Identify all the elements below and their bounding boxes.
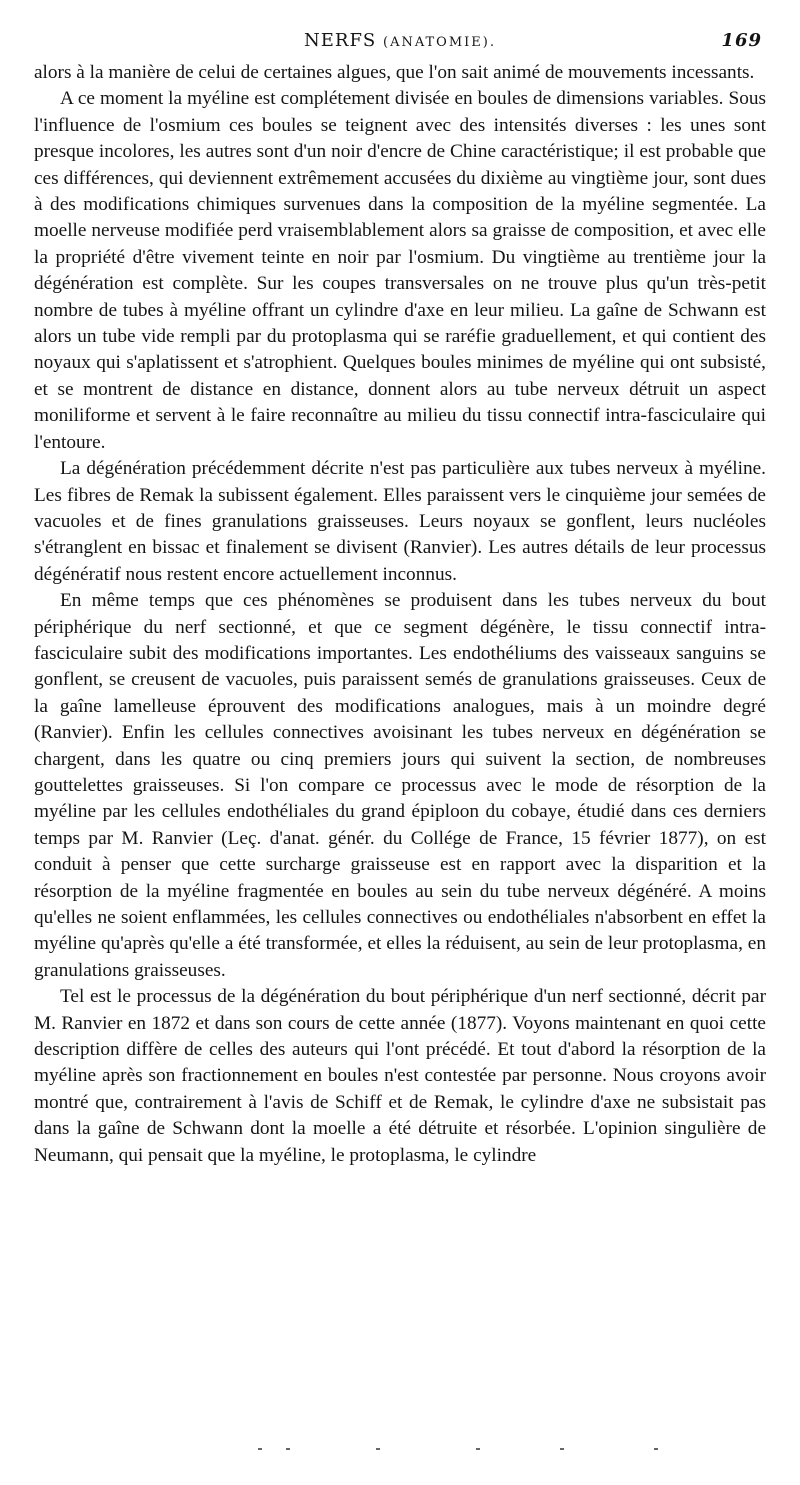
scan-mark <box>286 1448 290 1450</box>
scan-artifact-marks <box>0 1440 800 1460</box>
paragraph: En même temps que ces phénomènes se produisent dans les tubes nerveux du bout périphérique du nerf sectionné, et que ce segment dégénère, le tissu connectif intra-fasciculaire subit des modifications importantes. Les endothéliums des vaisseaux sanguins se gonflent, se creusent de vacuoles, puis paraissent semés de granulations graisseuses. Ceux de la gaîne lamelleuse éprouvent des modifications analogues, mais à un moindre degré (Ranvier). Enfin les cellules connectives avoisinant les tubes nerveux en dégénération se chargent, dans les quatre ou cinq premiers jours qui suivent la section, de nombreuses gouttelettes graisseuses. Si l'on compare ce processus avec le mode de résorption de la myéline par les cellules endothéliales du grand épiploon du cobaye, étudié dans ces derniers temps par M. Ranvier (Leç. d'anat. génér. du Collége de France, 15 février 1877), on est conduit à penser que cette surcharge graisseuse est en rapport avec la disparition et la résorption de la myéline fragmentée en boules au sein du tube nerveux dégénéré. A moins qu'elles ne soient enflammées, les cellules connectives ou endothéliales n'absorbent en effet la myéline qu'après qu'elle a été transformée, et elles la réduisent, au sein de leur protoplasma, en granulations graisseuses. <box>34 590 766 981</box>
page-number: 169 <box>721 30 762 51</box>
scan-mark <box>476 1448 480 1450</box>
scan-mark <box>560 1448 564 1450</box>
header-title <box>34 30 766 51</box>
document-page <box>34 30 766 1450</box>
paragraph-continuation: alors à la manière de celui de certaines algues, que l'on sait animé de mouvements incessants. <box>34 62 755 83</box>
body-text <box>34 60 766 1169</box>
running-header <box>34 30 766 60</box>
scan-mark <box>258 1448 262 1450</box>
paragraph: A ce moment la myéline est complétement divisée en boules de dimensions variables. Sous l'influence de l'osmium ces boules se teignent avec des intensités diverses : les unes sont presque incolores, les autres sont d'un noir d'encre de Chine caractéristique; il est probable que ces différences, qui deviennent extrêmement accusées du dixième au vingtième jour, sont dues à des modifications chimiques survenues dans la composition de la myéline segmentée. La moelle nerveuse modifiée perd vraisemblablement alors sa graisse de composition, et avec elle la propriété d'être vivement teinte en noir par l'osmium. Du vingtième au trentième jour la dégénération est complète. Sur les coupes transversales on ne trouve plus qu'un très-petit nombre de tubes à myéline offrant un cylindre d'axe en leur milieu. La gaîne de Schwann est alors un tube vide rempli par du protoplasma qui se raréfie graduellement, et qui contient des noyaux qui s'aplatissent et s'atrophient. Quelques boules minimes de myéline qui ont subsisté, et se montrent de distance en distance, donnent alors au tube nerveux détruit un aspect moniliforme et servent à le faire reconnaître au milieu du tissu connectif intra-fasciculaire qui l'entoure. <box>34 88 766 453</box>
paragraph: Tel est le processus de la dégénération du bout périphérique d'un nerf sectionné, décrit par M. Ranvier en 1872 et dans son cours de cette année (1877). Voyons maintenant en quoi cette description diffère de celles des auteurs qui l'ont précédé. Et tout d'abord la résorption de la myéline après son fractionnement en boules n'est contestée par personne. Nous croyons avoir montré que, contrairement à l'avis de Schiff et de Remak, le cylindre d'axe ne subsistait pas dans la gaîne de Schwann dont la moelle a été détruite et résorbée. L'opinion singulière de Neumann, qui pensait que la myéline, le protoplasma, le cylindre <box>34 986 766 1166</box>
scan-mark <box>654 1448 658 1450</box>
paragraph: La dégénération précédemment décrite n'est pas particulière aux tubes nerveux à myéline. Les fibres de Remak la subissent également. Elles paraissent vers le cinquième jour semées de vacuoles et de fines granulations graisseuses. Leurs noyaux se gonflent, leurs nucléoles s'étranglent en bissac et finalement se divisent (Ranvier). Les autres détails de leur processus dégénératif nous restent encore actuellement inconnus. <box>34 458 766 585</box>
scan-mark <box>376 1448 380 1450</box>
header-title-main: NERFS <box>304 30 377 51</box>
header-title-sub: (ANATOMIE). <box>383 35 496 50</box>
